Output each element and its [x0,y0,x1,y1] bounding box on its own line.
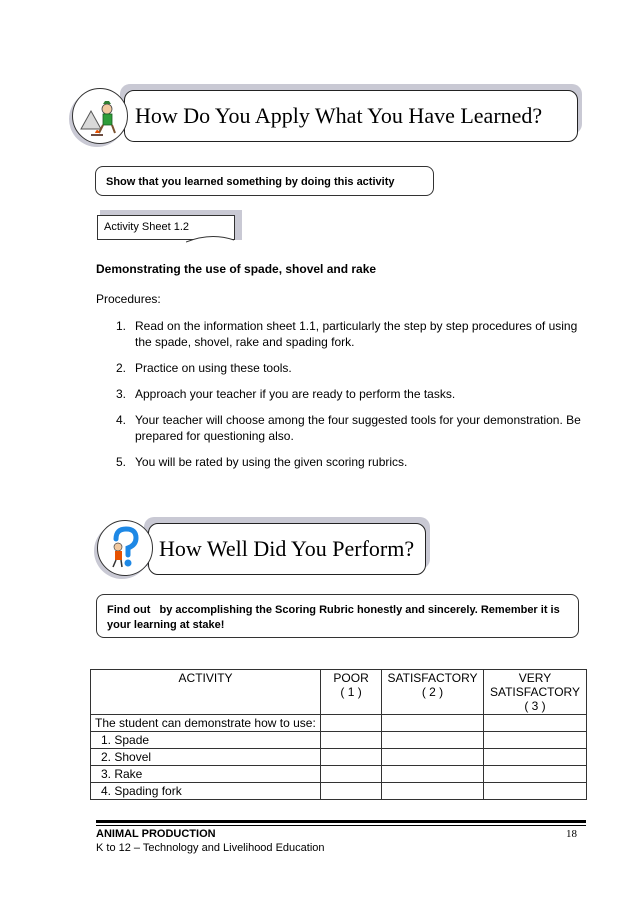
score-cell[interactable] [382,749,484,766]
step-text: You will be rated by using the given scoring rubrics. [135,455,408,469]
score-cell[interactable] [321,732,382,749]
table-row [91,766,587,783]
rubric-lead: The student can demonstrate how to use: [91,715,321,732]
header-very-satisfactory: VERY SATISFACTORY ( 3 ) [484,670,587,715]
rubric-item: 2. Shovel [91,749,321,766]
score-cell[interactable] [321,766,382,783]
step-item [96,318,586,350]
header-activity: ACTIVITY [91,670,321,715]
section1-banner [124,90,578,142]
table-row [91,715,587,732]
step-text: Read on the information sheet 1.1, particularly the step by step procedures of using the spade, shovel, rake and spading fork. [135,319,578,349]
step-number: 1. [116,319,127,333]
procedures-label: Procedures: [96,292,161,306]
question-mark-person-icon [97,520,153,576]
score-cell[interactable] [382,783,484,800]
step-item [96,454,586,470]
footer-rule-thin [96,825,586,826]
score-cell[interactable] [321,715,382,732]
section2-banner [148,523,426,575]
score-cell[interactable] [484,766,587,783]
footer-rule-thick [96,820,586,823]
table-row [91,783,587,800]
score-cell[interactable] [382,766,484,783]
step-number: 3. [116,387,127,401]
score-cell[interactable] [382,732,484,749]
rubric-item: 3. Rake [91,766,321,783]
step-number: 5. [116,455,127,469]
section1-title: How Do You Apply What You Have Learned? [135,103,543,128]
footer-subject: ANIMAL PRODUCTION [96,828,216,840]
score-cell[interactable] [484,749,587,766]
scoring-rubric-table [90,669,587,800]
score-cell[interactable] [321,783,382,800]
step-text: Your teacher will choose among the four suggested tools for your demonstration. Be prepared for questioning also. [135,413,581,443]
instruction2-text: Find out by accomplishing the Scoring Rubric honestly and sincerely. Remember it is your learning at stake! [107,604,563,631]
footer-page-number: 18 [566,828,577,840]
activity-sheet-text: Activity Sheet 1.2 [104,221,189,233]
instruction1-text: Show that you learned something by doing this activity [106,176,395,188]
footer-course: K to 12 – Technology and Livelihood Education [96,842,325,854]
instruction2-box [96,594,579,638]
step-item [96,412,586,444]
score-cell[interactable] [484,732,587,749]
procedure-steps [96,318,586,480]
table-row [91,749,587,766]
activity-title: Demonstrating the use of spade, shovel and rake [96,262,377,276]
rubric-item: 4. Spading fork [91,783,321,800]
instruction1-box [95,166,434,196]
step-text: Practice on using these tools. [135,361,292,375]
step-item [96,386,586,402]
step-text: Approach your teacher if you are ready to perform the tasks. [135,387,456,401]
page-curl-icon [186,228,236,244]
step-item [96,360,586,376]
header-satisfactory: SATISFACTORY ( 2 ) [382,670,484,715]
header-poor: POOR ( 1 ) [321,670,382,715]
score-cell[interactable] [382,715,484,732]
score-cell[interactable] [321,749,382,766]
score-cell[interactable] [484,783,587,800]
score-cell[interactable] [484,715,587,732]
step-number: 4. [116,413,127,427]
rubric-item: 1. Spade [91,732,321,749]
section2-title: How Well Did You Perform? [159,536,415,561]
step-number: 2. [116,361,127,375]
table-row [91,732,587,749]
camper-person-icon [72,88,128,144]
